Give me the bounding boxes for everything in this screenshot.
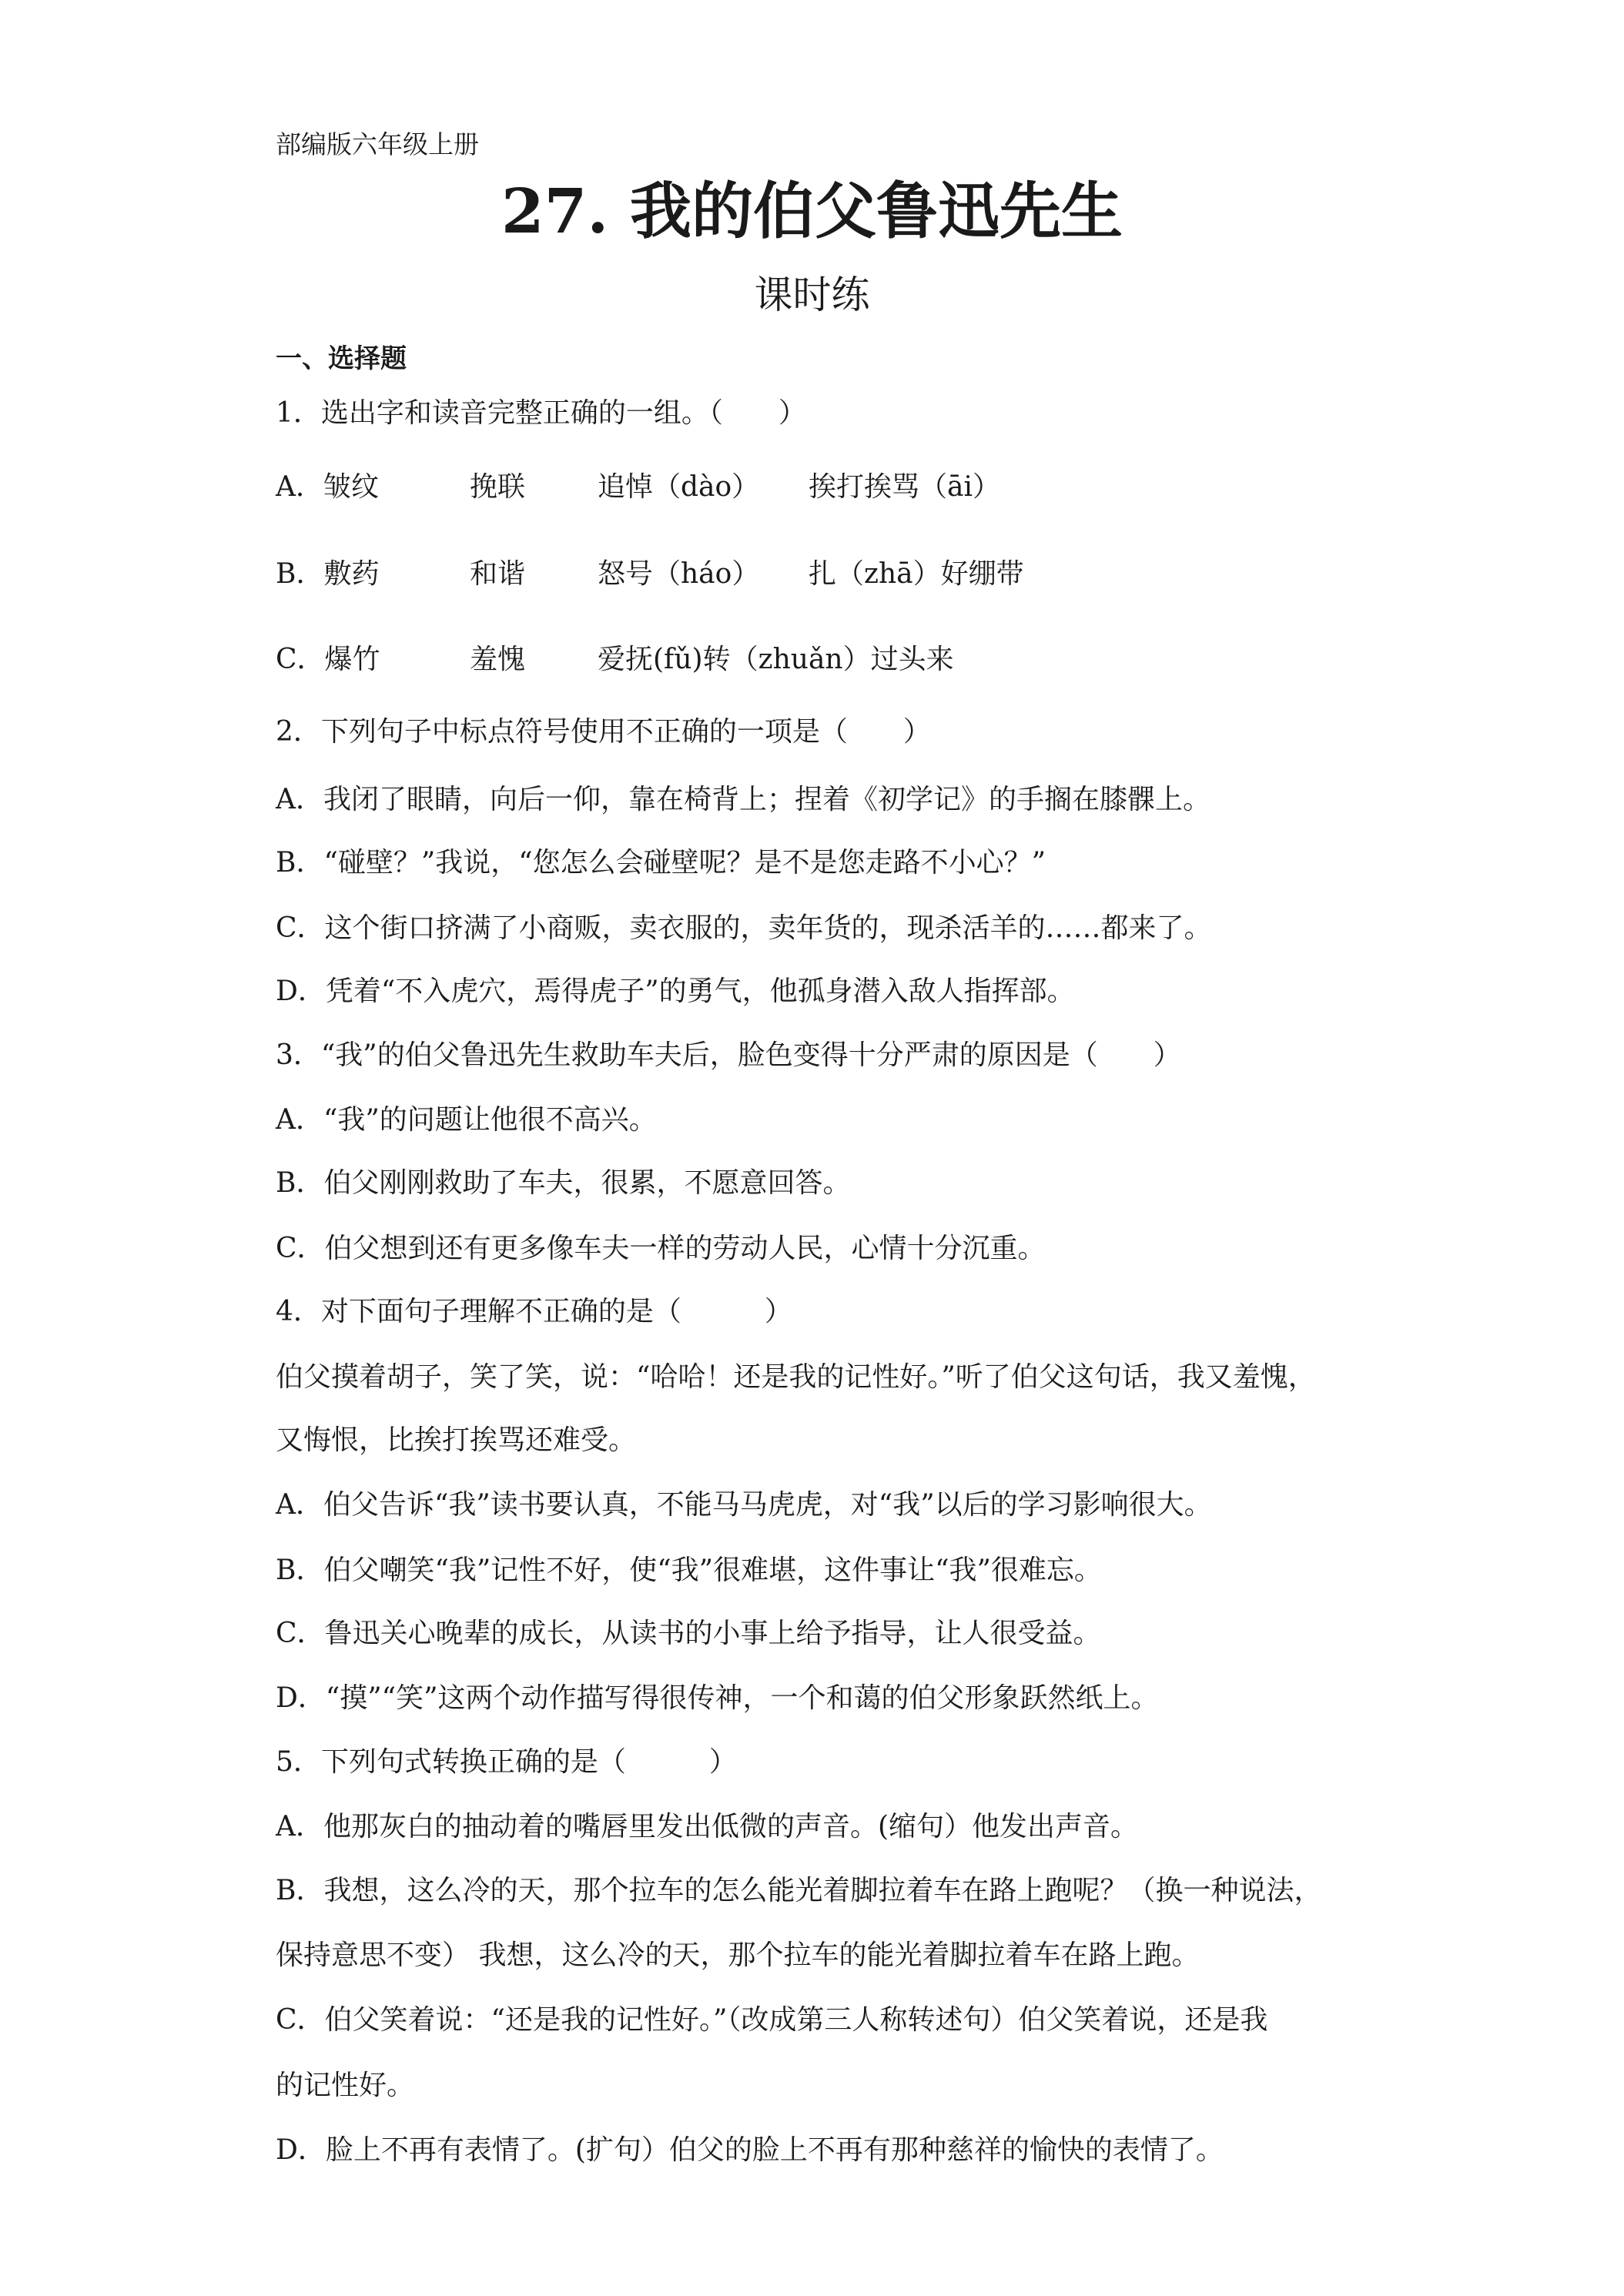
q4-passage-line-1: 伯父摸着胡子，笑了笑，说：“哈哈！还是我的记性好。”听了伯父这句话，我又羞愧， bbox=[276, 1361, 1316, 1393]
grade-label: 部编版六年级上册 bbox=[276, 129, 479, 159]
q1-option-b-cell-1: B．敷药 bbox=[276, 558, 380, 590]
q1-option-c-cell-3: 爱抚(fǔ)转（zhuǎn）过头来 bbox=[598, 644, 954, 675]
question-1-stem: 1．选出字和读音完整正确的一组。（ ） bbox=[276, 397, 806, 429]
q4-option-c: C．鲁迅关心晚辈的成长，从读书的小事上给予指导，让人很受益。 bbox=[276, 1618, 1101, 1649]
q2-option-a: A．我闭了眼睛，向后一仰，靠在椅背上；捏着《初学记》的手搁在膝髁上。 bbox=[276, 784, 1210, 815]
q1-option-a-cell-1: A．皱纹 bbox=[276, 471, 379, 503]
q1-option-a-cell-4: 挨打挨骂（āi） bbox=[809, 471, 1000, 503]
q1-option-b-cell-3: 怒号（háo） bbox=[598, 558, 760, 590]
question-3-stem: 3．“我”的伯父鲁迅先生救助车夫后，脸色变得十分严肃的原因是（ ） bbox=[276, 1039, 1181, 1071]
q1-option-b-cell-2: 和谐 bbox=[470, 558, 526, 590]
q1-option-b-cell-4: 扎（zhā）好绷带 bbox=[809, 558, 1024, 590]
section-heading: 一、选择题 bbox=[276, 343, 407, 374]
q1-option-a-cell-3: 追悼（dào） bbox=[598, 471, 760, 503]
q1-option-c-cell-2: 羞愧 bbox=[470, 644, 526, 675]
q4-option-b: B．伯父嘲笑“我”记性不好，使“我”很难堪，这件事让“我”很难忘。 bbox=[276, 1555, 1102, 1586]
q3-option-b: B．伯父刚刚救助了车夫，很累，不愿意回答。 bbox=[276, 1167, 851, 1199]
q5-option-c-line-2: 的记性好。 bbox=[276, 2070, 415, 2101]
q1-option-a-cell-2: 挽联 bbox=[470, 471, 526, 503]
q3-option-a: A．“我”的问题让他很不高兴。 bbox=[276, 1104, 657, 1136]
q3-option-c: C．伯父想到还有更多像车夫一样的劳动人民，心情十分沉重。 bbox=[276, 1233, 1046, 1264]
q2-option-b: B．“碰壁？”我说，“您怎么会碰壁呢？是不是您走路不小心？” bbox=[276, 847, 1046, 879]
page-subtitle: 课时练 bbox=[754, 273, 870, 317]
q2-option-c: C．这个街口挤满了小商贩，卖衣服的，卖年货的，现杀活羊的……都来了。 bbox=[276, 912, 1212, 944]
q5-option-b-line-1: B．我想，这么冷的天，那个拉车的怎么能光着脚拉着车在路上跑呢？（换一种说法， bbox=[276, 1875, 1322, 1906]
q1-option-c-cell-1: C．爆竹 bbox=[276, 644, 380, 675]
q5-option-c-line-1: C．伯父笑着说：“还是我的记性好。”（改成第三人称转述句）伯父笑着说，还是我 bbox=[276, 2004, 1268, 2036]
page-title: 27. 我的伯父鲁迅先生 bbox=[501, 175, 1123, 247]
q4-option-d: D．“摸”“笑”这两个动作描写得很传神，一个和蔼的伯父形象跃然纸上。 bbox=[276, 1682, 1159, 1714]
q5-option-d: D．脸上不再有表情了。(扩句）伯父的脸上不再有那种慈祥的愉快的表情了。 bbox=[276, 2134, 1224, 2166]
question-5-stem: 5．下列句式转换正确的是（ ） bbox=[276, 1746, 737, 1778]
question-4-stem: 4．对下面句子理解不正确的是（ ） bbox=[276, 1296, 792, 1327]
q4-passage-line-2: 又悔恨，比挨打挨骂还难受。 bbox=[276, 1424, 637, 1456]
q2-option-d: D．凭着“不入虎穴，焉得虎子”的勇气，他孤身潜入敌人指挥部。 bbox=[276, 976, 1075, 1007]
q5-option-b-line-2: 保持意思不变） 我想，这么冷的天，那个拉车的能光着脚拉着车在路上跑。 bbox=[276, 1940, 1200, 1971]
question-2-stem: 2．下列句子中标点符号使用不正确的一项是（ ） bbox=[276, 716, 931, 748]
q4-option-a: A．伯父告诉“我”读书要认真，不能马马虎虎，对“我”以后的学习影响很大。 bbox=[276, 1489, 1212, 1521]
q5-option-a: A．他那灰白的抽动着的嘴唇里发出低微的声音。(缩句）他发出声音。 bbox=[276, 1811, 1139, 1842]
